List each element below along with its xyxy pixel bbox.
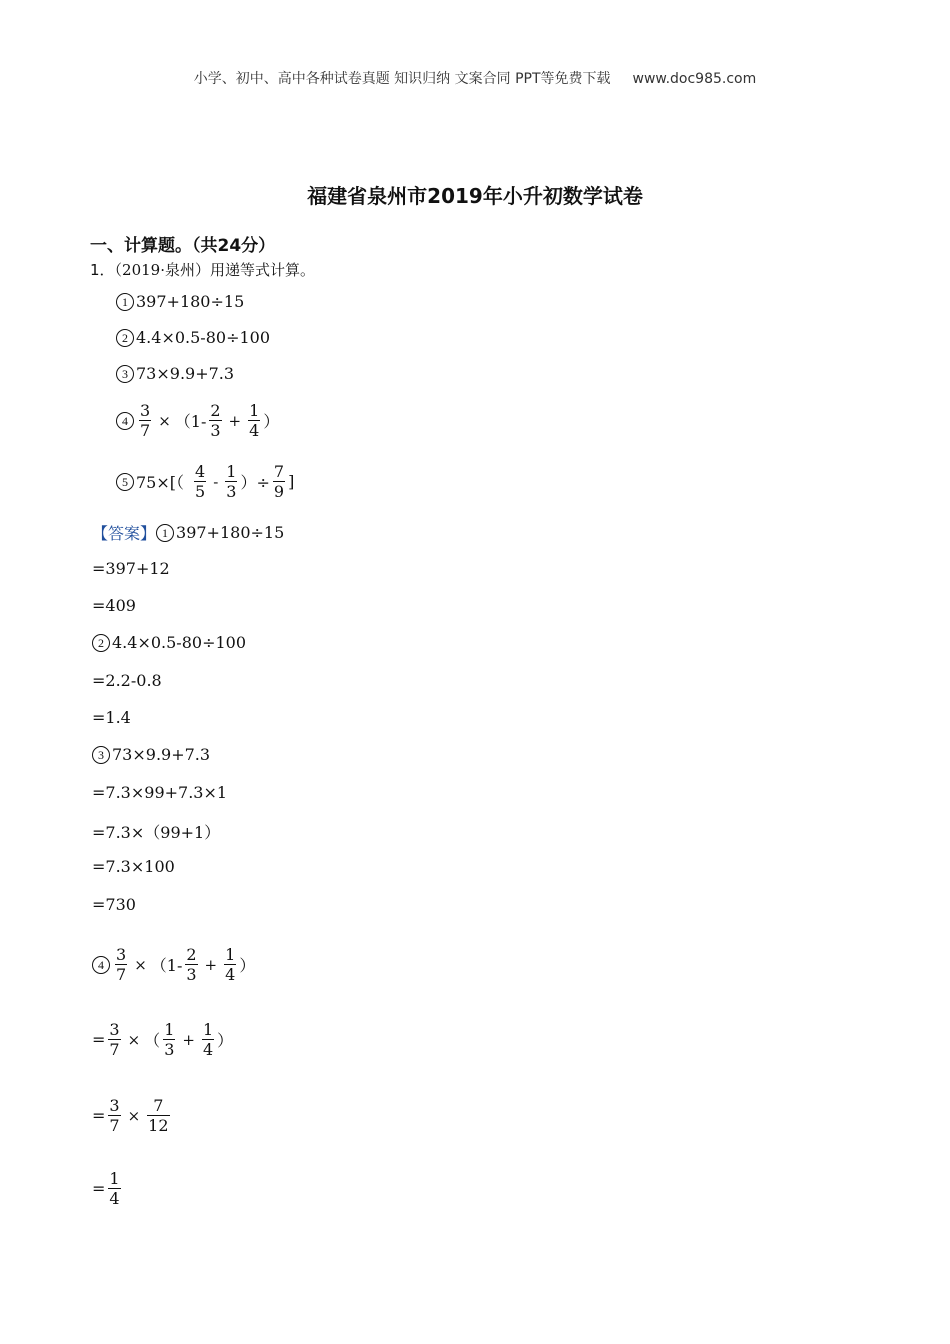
fraction: $\frac{1}{4}$ bbox=[225, 945, 236, 984]
equals: = bbox=[92, 1106, 106, 1125]
question-number: 1． bbox=[90, 261, 115, 279]
paren-open: （ bbox=[144, 1031, 161, 1050]
circled-number: 1 bbox=[156, 524, 174, 542]
problem-4 bbox=[116, 401, 279, 440]
answer-step-4-3 bbox=[92, 1096, 173, 1135]
answer-step-4-4 bbox=[92, 1169, 124, 1208]
answer-step: =7.3×100 bbox=[92, 857, 175, 876]
answer-expression: 4.4×0.5-80÷100 bbox=[112, 633, 247, 652]
problem-3 bbox=[116, 364, 234, 383]
equals: = bbox=[92, 1030, 106, 1049]
answer-tag: 【答案】 bbox=[92, 524, 157, 543]
fraction: $\frac{7}{12}$ bbox=[148, 1096, 169, 1135]
problem-2 bbox=[116, 328, 270, 347]
fraction: $\frac{1}{4}$ bbox=[202, 1020, 214, 1059]
answer-expression: 397+180÷15 bbox=[176, 523, 285, 542]
operator: + bbox=[182, 1030, 195, 1049]
fraction: $\frac{1}{3}$ bbox=[164, 1020, 175, 1059]
answer-expression: 73×9.9+7.3 bbox=[112, 745, 211, 764]
circled-number: 2 bbox=[92, 634, 110, 652]
fraction: $\frac{4}{5}$ bbox=[195, 462, 206, 501]
paren-open: （1- bbox=[174, 412, 207, 431]
answer-step: =397+12 bbox=[92, 559, 170, 578]
answer-line-2 bbox=[92, 633, 246, 652]
page-header bbox=[0, 68, 950, 88]
operator: + bbox=[228, 411, 242, 430]
fraction: $\frac{1}{4}$ bbox=[109, 1169, 120, 1208]
operator: × bbox=[127, 1030, 141, 1049]
operator: - bbox=[213, 472, 219, 491]
answer-step: =7.3×（99+1） bbox=[92, 823, 221, 842]
operator: × bbox=[134, 955, 147, 974]
paren-close: ） bbox=[239, 956, 256, 975]
fraction: $\frac{3}{7}$ bbox=[116, 945, 127, 984]
answer-step: =2.2-0.8 bbox=[92, 671, 162, 690]
answer-step: =730 bbox=[92, 895, 136, 914]
paren-close: ） bbox=[263, 412, 280, 431]
paren-close: ） bbox=[217, 1031, 234, 1050]
expr-close: ] bbox=[288, 472, 295, 491]
problem-expression: 73×9.9+7.3 bbox=[136, 364, 235, 383]
answer-line-1 bbox=[92, 521, 284, 544]
document-title: 福建省泉州市2019年小升初数学试卷 bbox=[307, 184, 643, 208]
header-text: 小学、初中、高中各种试卷真题 知识归纳 文案合同 PPT等免费下载 bbox=[193, 71, 611, 87]
paren-open: （1- bbox=[150, 956, 183, 975]
fraction: $\frac{3}{7}$ bbox=[109, 1096, 120, 1135]
fraction: $\frac{2}{3}$ bbox=[186, 945, 197, 984]
circled-number: 3 bbox=[92, 746, 110, 764]
problem-expression: 397+180÷15 bbox=[136, 292, 245, 311]
question-source: （2019·泉州） bbox=[114, 261, 210, 279]
expr-prefix: 75×[（ bbox=[136, 473, 185, 492]
header-site: www.doc985.com bbox=[632, 71, 757, 87]
circled-number: 1 bbox=[116, 293, 134, 311]
circled-number: 5 bbox=[116, 473, 134, 491]
expr-mid: ）÷ bbox=[240, 473, 270, 492]
circled-number: 2 bbox=[116, 329, 134, 347]
circled-number: 3 bbox=[116, 365, 134, 383]
fraction: $\frac{7}{9}$ bbox=[273, 462, 285, 501]
problem-1 bbox=[116, 292, 244, 311]
fraction: $\frac{3}{7}$ bbox=[109, 1020, 120, 1059]
equals: = bbox=[92, 1179, 106, 1198]
answer-step: =7.3×99+7.3×1 bbox=[92, 783, 228, 802]
answer-step: =409 bbox=[92, 596, 136, 615]
answer-step: =1.4 bbox=[92, 708, 131, 727]
circled-number: 4 bbox=[116, 412, 134, 430]
fraction: $\frac{1}{3}$ bbox=[226, 462, 237, 501]
section-heading: 一、计算题。（共24分） bbox=[90, 236, 276, 256]
problem-expression: 4.4×0.5-80÷100 bbox=[136, 328, 271, 347]
fraction: $\frac{1}{4}$ bbox=[249, 401, 260, 440]
fraction: $\frac{2}{3}$ bbox=[210, 401, 221, 440]
fraction: $\frac{3}{7}$ bbox=[140, 401, 151, 440]
operator: × bbox=[158, 411, 171, 430]
operator: × bbox=[127, 1106, 141, 1125]
question-1 bbox=[90, 259, 315, 280]
answer-step-4-2 bbox=[92, 1020, 233, 1059]
question-text: 用递等式计算。 bbox=[210, 261, 316, 279]
operator: + bbox=[204, 955, 218, 974]
answer-line-3 bbox=[92, 745, 210, 764]
circled-number: 4 bbox=[92, 956, 110, 974]
problem-5 bbox=[116, 462, 294, 501]
answer-line-4 bbox=[92, 945, 255, 984]
